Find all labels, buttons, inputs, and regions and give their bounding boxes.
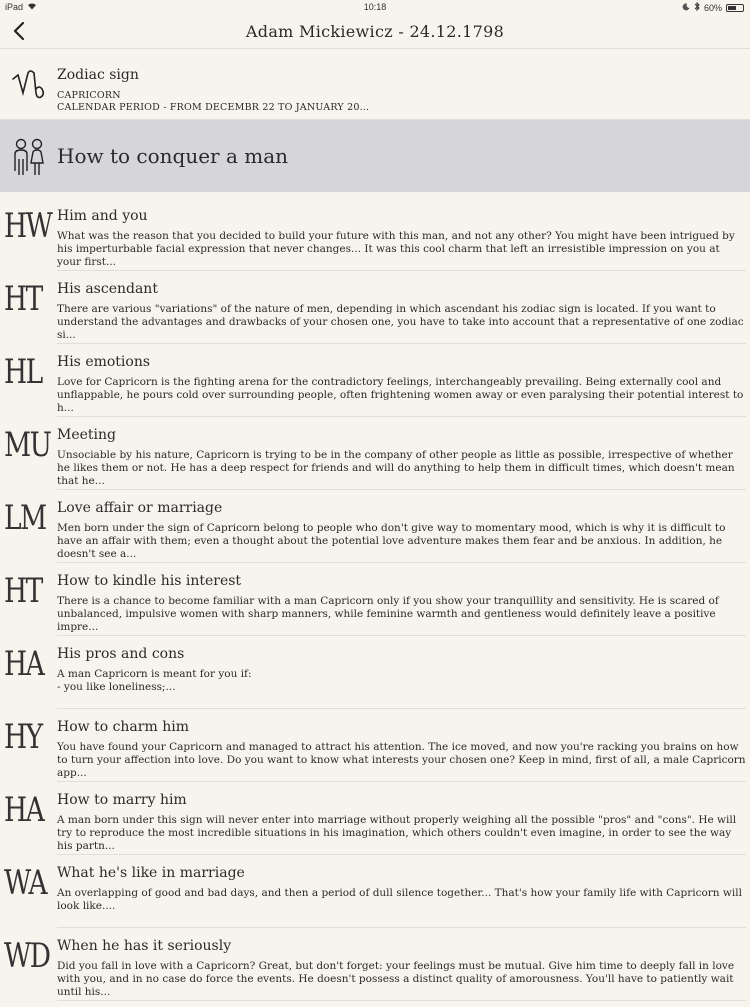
item-title: How to kindle his interest (57, 573, 242, 589)
item-title: His pros and cons (57, 646, 185, 662)
item-title: Him and you (57, 208, 148, 224)
list-item[interactable] (0, 350, 750, 423)
topic-list (0, 204, 750, 1007)
status-time: 10:18 (363, 2, 387, 12)
divider (57, 854, 746, 855)
zodiac-period: CALENDAR PERIOD - FROM DECEMBR 22 TO JANUARY 20... (57, 102, 370, 113)
list-item[interactable] (0, 423, 750, 496)
divider (57, 927, 746, 928)
divider (57, 489, 746, 490)
list-item[interactable] (0, 277, 750, 350)
item-monogram: HA (4, 644, 44, 684)
item-monogram: HT (4, 279, 42, 319)
navigation-bar (0, 14, 750, 49)
item-monogram: HL (4, 352, 42, 392)
capricorn-icon (10, 67, 46, 103)
divider (57, 343, 746, 344)
divider (57, 416, 746, 417)
section-banner (0, 120, 750, 192)
zodiac-sign-section[interactable] (0, 49, 750, 120)
item-description: Love for Capricorn is the fighting arena for the contradictory feelings, interchangeably prevailing. Being externally cool and unflappable, he pours cold over surrounding people, often frightening women away or even paralysing their potential interest to h... (57, 376, 744, 414)
zodiac-title: Zodiac sign (57, 67, 139, 83)
item-description: A man Capricorn is meant for you if: - you like loneliness;... (57, 668, 252, 693)
item-title: How to marry him (57, 792, 187, 808)
battery-percent: 60% (703, 2, 722, 13)
item-description: Men born under the sign of Capricorn belong to people who don't give way to momentary mood, which is why it is difficult to have an affair with them; even a thought about the potential love adventure makes them fear and be anxious. In addition, he doesn't see a... (57, 522, 726, 560)
list-item[interactable] (0, 861, 750, 934)
item-title: Meeting (57, 427, 116, 443)
zodiac-details (57, 90, 369, 114)
divider (57, 781, 746, 782)
section-title: How to conquer a man (57, 144, 289, 168)
item-title: What he's like in marriage (57, 865, 245, 881)
device-name: iPad (5, 2, 24, 12)
status-bar (0, 0, 750, 14)
divider (57, 635, 746, 636)
item-description: There are various "variations" of the nature of men, depending in which ascendant his zodiac sign is located. If you want to understand the advantages and drawbacks of your chosen one, you have to take into account that a representative of one zodiac si... (57, 303, 744, 341)
item-title: Love affair or marriage (57, 500, 223, 516)
list-item[interactable] (0, 715, 750, 788)
item-description: Did you fall in love with a Capricorn? Great, but don't forget: your feelings must be mutual. Give him time to deeply fall in love with you, and in no case do force the events. He doesn't possess a distinct quality of amorousness. You'll have to patiently wait until his... (57, 960, 735, 998)
page-title: Adam Mickiewicz - 24.12.1798 (245, 22, 505, 41)
item-title: How to charm him (57, 719, 189, 735)
list-item[interactable] (0, 788, 750, 861)
item-description: An overlapping of good and bad days, and then a period of dull silence together... That's how your family life with Capricorn will look like.... (57, 887, 742, 912)
item-monogram: WA (4, 863, 46, 903)
item-monogram: LM (4, 498, 46, 538)
couple-icon (10, 137, 48, 177)
list-item[interactable] (0, 569, 750, 642)
divider (57, 270, 746, 271)
item-title: His ascendant (57, 281, 158, 297)
list-item[interactable] (0, 496, 750, 569)
zodiac-sign-name: CAPRICORN (57, 90, 121, 101)
item-monogram: WD (4, 936, 50, 976)
item-description: A man born under this sign will never enter into marriage without properly weighing all the possible "pros" and "cons". He will try to reproduce the most incredible situations in his imagination, which others couldn't even imagine, in order to see the way his partn... (57, 814, 737, 852)
item-description: There is a chance to become familiar with a man Capricorn only if you show your tranquillity and sensitivity. He is scared of unbalanced, impulsive women with sharp manners, while feminine warmth and gentleness would definitely leave a positive impre... (57, 595, 719, 633)
battery-icon (726, 4, 744, 12)
item-monogram: HT (4, 571, 42, 611)
item-title: When he has it seriously (57, 938, 232, 954)
bluetooth-icon (694, 2, 700, 13)
divider (57, 1000, 746, 1001)
item-monogram: HY (4, 717, 42, 757)
item-title: His emotions (57, 354, 151, 370)
list-item[interactable] (0, 642, 750, 715)
divider (57, 562, 746, 563)
item-description: You have found your Capricorn and managed to attract his attention. The ice moved, and now you're racking you brains on how to turn your affection into love. Do you want to know what interests your chosen one? Keep in mind, first of all, a male Capricorn app... (57, 741, 746, 779)
status-right (682, 2, 744, 13)
list-item[interactable] (0, 204, 750, 277)
moon-icon (682, 3, 690, 13)
item-monogram: HW (4, 206, 52, 246)
divider (57, 708, 746, 709)
item-monogram: HA (4, 790, 44, 830)
item-monogram: MU (4, 425, 51, 465)
item-description: Unsociable by his nature, Capricorn is trying to be in the company of other people as little as possible, irrespective of whether he likes them or not. He has a deep respect for friends and will do anything to help them in difficult times, which doesn't mean that he... (57, 449, 735, 487)
item-description: What was the reason that you decided to build your future with this man, and not any other? You might have been intrigued by his imperturbable facial expression that never changes... It was this cool charm that left an irresistible impression on you at your first... (57, 230, 735, 268)
list-item[interactable] (0, 934, 750, 1007)
